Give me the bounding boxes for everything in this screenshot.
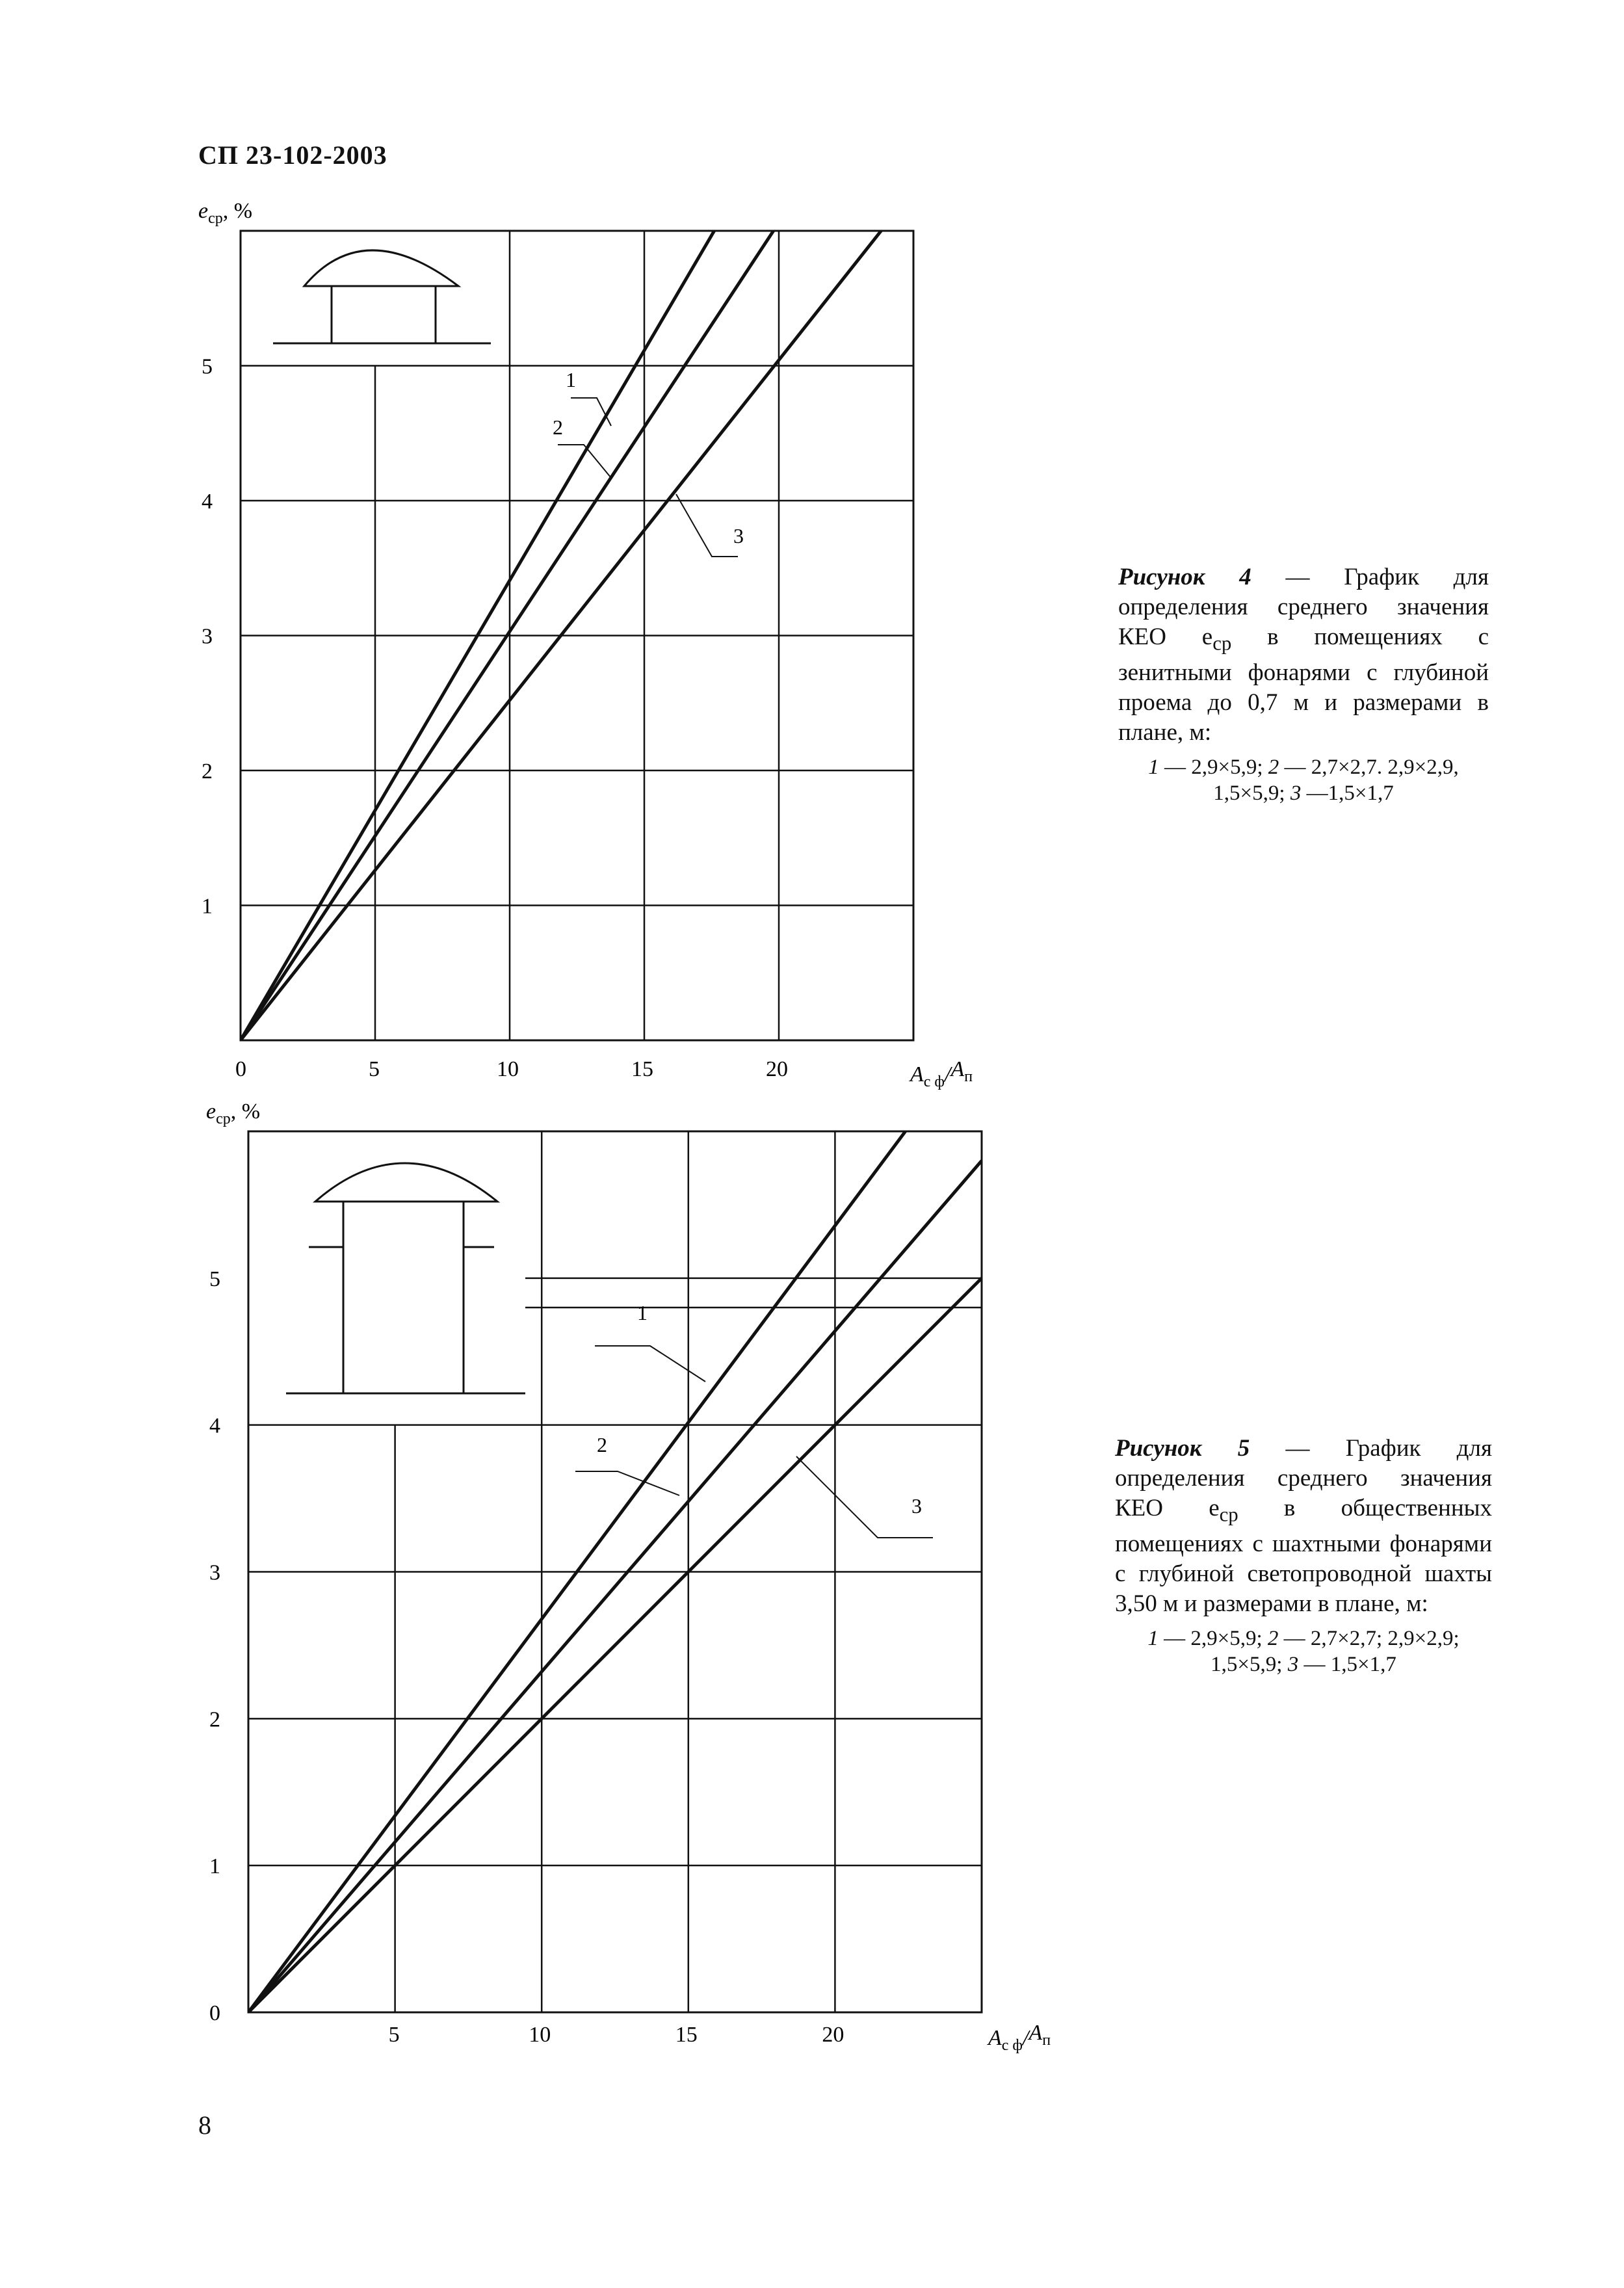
figure-5-sub: ср xyxy=(1219,1503,1238,1526)
legend-num: 2 xyxy=(1268,756,1279,780)
legend-num: 3 xyxy=(1287,1653,1299,1677)
legend-text: — 2,7×2,7. 2,9×2,9, 1,5×5,9; xyxy=(1213,756,1459,806)
legend-num: 2 xyxy=(1267,1627,1279,1651)
curve-label: 2 xyxy=(553,415,563,439)
curve-label: 1 xyxy=(566,368,576,391)
x-axis-part: A xyxy=(1028,2021,1043,2045)
x-axis-part: / xyxy=(944,1062,951,1086)
x-axis-part: / xyxy=(1022,2026,1029,2050)
x-tick-label: 10 xyxy=(529,2023,551,2047)
series-line-3 xyxy=(248,1278,982,2012)
figure-5-legend xyxy=(1115,1625,1492,1677)
figure-4-legend xyxy=(1118,754,1489,806)
x-tick-label: 5 xyxy=(369,1057,380,1081)
shaft-body xyxy=(343,1202,464,1393)
x-axis-part: с ф xyxy=(923,1073,945,1090)
y-tick-label: 5 xyxy=(202,354,213,379)
curve-label: 1 xyxy=(637,1301,648,1324)
y-tick-label: 1 xyxy=(202,894,213,919)
x-tick-label: 20 xyxy=(822,2023,845,2047)
legend-num: 1 xyxy=(1148,756,1159,780)
series-line-2 xyxy=(248,1161,982,2012)
page-header: СП 23-102-2003 xyxy=(198,140,387,170)
y-axis-letter: e xyxy=(198,199,209,223)
x-tick-label: 5 xyxy=(388,2023,400,2047)
legend-text: — 2,9×5,9; xyxy=(1159,756,1268,780)
x-tick-label: 0 xyxy=(235,1057,246,1081)
curve-label: 3 xyxy=(911,1494,922,1518)
curve-leader xyxy=(575,1471,679,1495)
figure-5-title: Рисунок 5 xyxy=(1115,1435,1250,1462)
legend-text: — 2,7×2,7; 2,9×2,9; 1,5×5,9; xyxy=(1211,1627,1460,1677)
figure-4-text: — График для определения среднего значения КЕО e xyxy=(1118,564,1489,650)
x-axis-part: A xyxy=(988,2026,1002,2050)
legend-text: — 2,9×5,9; xyxy=(1158,1627,1268,1651)
y-tick-label: 0 xyxy=(209,2001,220,2025)
x-tick-label: 15 xyxy=(631,1057,653,1081)
y-axis-unit: , % xyxy=(222,199,253,223)
figure-4-title: Рисунок 4 xyxy=(1118,564,1251,590)
x-axis-part: п xyxy=(964,1068,973,1085)
y-tick-label: 4 xyxy=(209,1414,220,1438)
y-tick-label: 1 xyxy=(209,1854,220,1879)
y-axis-sub: ср xyxy=(208,210,223,227)
figure-5-text: — График для определения среднего значения КЕО e xyxy=(1115,1435,1492,1521)
x-axis-part: A xyxy=(950,1057,965,1081)
legend-text: — 1,5×1,7 xyxy=(1298,1653,1396,1677)
figure-4-caption xyxy=(1118,562,1489,806)
page-number: 8 xyxy=(198,2110,211,2140)
y-axis-sub: ср xyxy=(216,1111,231,1127)
y-axis-label xyxy=(206,1099,260,1127)
figure-5-caption xyxy=(1115,1434,1492,1677)
shaft-dome-icon xyxy=(315,1163,497,1202)
legend-num: 3 xyxy=(1290,782,1302,806)
figure-5-text2: в общественных помещениях с шахтными фонарями с глубиной светопроводной шахты 3,50 м и размерами в плане, м: xyxy=(1115,1495,1492,1618)
y-tick-label: 4 xyxy=(202,490,213,514)
y-tick-label: 2 xyxy=(202,759,213,783)
x-tick-label: 10 xyxy=(497,1057,519,1081)
y-tick-label: 3 xyxy=(209,1560,220,1585)
x-axis-part: п xyxy=(1042,2032,1051,2049)
y-axis-unit: , % xyxy=(230,1099,261,1124)
x-axis-part: A xyxy=(910,1062,924,1086)
y-tick-label: 5 xyxy=(209,1267,220,1291)
x-axis-label xyxy=(987,2021,1051,2054)
x-axis-part: с ф xyxy=(1001,2037,1023,2054)
figure-4-text2: в помещениях с зенитными фонарями с глубиной проема до 0,7 м и размерами в плане, м: xyxy=(1118,624,1489,746)
x-tick-label: 15 xyxy=(675,2023,698,2047)
curve-label: 3 xyxy=(733,524,744,547)
curve-label: 2 xyxy=(597,1433,607,1456)
y-tick-label: 2 xyxy=(209,1707,220,1732)
legend-num: 1 xyxy=(1147,1627,1159,1651)
x-tick-label: 20 xyxy=(766,1057,788,1081)
y-axis-letter: e xyxy=(206,1099,216,1124)
y-tick-label: 3 xyxy=(202,624,213,649)
figure-4-sub: ср xyxy=(1212,632,1232,655)
legend-text: —1,5×1,7 xyxy=(1301,782,1394,806)
